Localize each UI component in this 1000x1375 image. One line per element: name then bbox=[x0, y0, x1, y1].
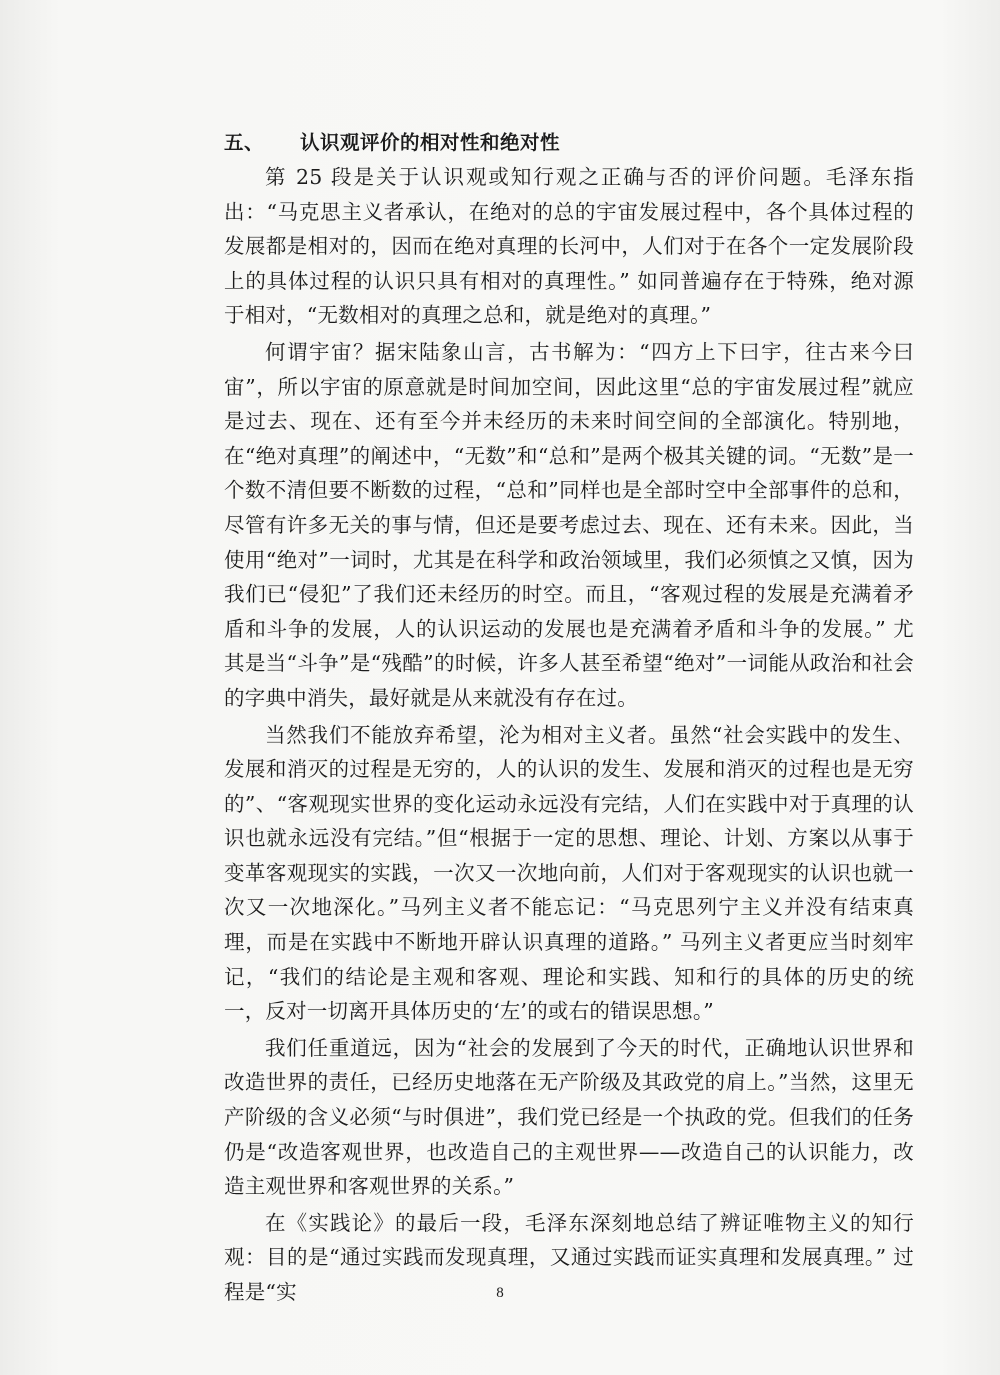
paragraph-3: 当然我们不能放弃希望，沦为相对主义者。虽然“社会实践中的发生、发展和消灭的过程是无穷的，人的认识的发生、发展和消灭的过程也是无穷的”、“客观现实世界的变化运动永远没有完结，人们在实践中对于真理的认识也就永远没有完结。”但“根据于一定的思想、理论、计划、方案以从事于变革客观现实的实践，一次又一次地向前，人们对于客观现实的认识也就一次又一次地深化。”马列主义者不能忘记：“马克思列宁主义并没有结束真理，而是在实践中不断地开辟认识真理的道路。” 马列主义者更应当时刻牢记，“我们的结论是主观和客观、理论和实践、知和行的具体的历史的统一，反对一切离开具体历史的‘左’的或右的错误思想。” bbox=[224, 722, 914, 1024]
section-heading bbox=[224, 126, 914, 160]
section-title: 认识观评价的相对性和绝对性 bbox=[300, 131, 561, 154]
page-body bbox=[224, 126, 914, 1310]
paragraph-5: 在《实践论》的最后一段，毛泽东深刻地总结了辨证唯物主义的知行观：目的是“通过实践而发现真理，又通过实践而证实真理和发展真理。” 过程是“实 bbox=[224, 1210, 914, 1304]
section-number: 五、 bbox=[224, 131, 265, 154]
paragraph-2: 何谓宇宙？据宋陆象山言，古书解为：“四方上下曰宇，往古来今曰宙”，所以宇宙的原意就是时间加空间，因此这里“总的宇宙发展过程”就应是过去、现在、还有至今并未经历的未来时间空间的全部演化。特别地，在“绝对真理”的阐述中，“无数”和“总和”是两个极其关键的词。“无数”是一个数不清但要不断数的过程，“总和”同样也是全部时空中全部事件的总和，尽管有许多无关的事与情，但还是要考虑过去、现在、还有未来。因此，当使用“绝对”一词时，尤其是在科学和政治领域里，我们必须慎之又慎，因为我们已“侵犯”了我们还未经历的时空。而且，“客观过程的发展是充满着矛盾和斗争的发展，人的认识运动的发展也是充满着矛盾和斗争的发展。” 尤其是当“斗争”是“残酷”的时候，许多人甚至希望“绝对”一词能从政治和社会的字典中消失，最好就是从来就没有存在过。 bbox=[224, 339, 914, 710]
page-number: 8 bbox=[496, 1285, 504, 1301]
paragraph-1: 第 25 段是关于认识观或知行观之正确与否的评价问题。毛泽东指出：“马克思主义者承认，在绝对的总的宇宙发展过程中，各个具体过程的发展都是相对的，因而在绝对真理的长河中，人们对于在各个一定发展阶段上的具体过程的认识只具有相对的真理性。” 如同普遍存在于特殊，绝对源于相对，“无数相对的真理之总和，就是绝对的真理。” bbox=[224, 165, 914, 328]
paragraph-4: 我们任重道远，因为“社会的发展到了今天的时代，正确地认识世界和改造世界的责任，已经历史地落在无产阶级及其政党的肩上。”当然，这里无产阶级的含义必须“与时俱进”，我们党已经是一个执政的党。但我们的任务仍是“改造客观世界，也改造自己的主观世界——改造自己的认识能力，改造主观世界和客观世界的关系。” bbox=[224, 1035, 914, 1199]
